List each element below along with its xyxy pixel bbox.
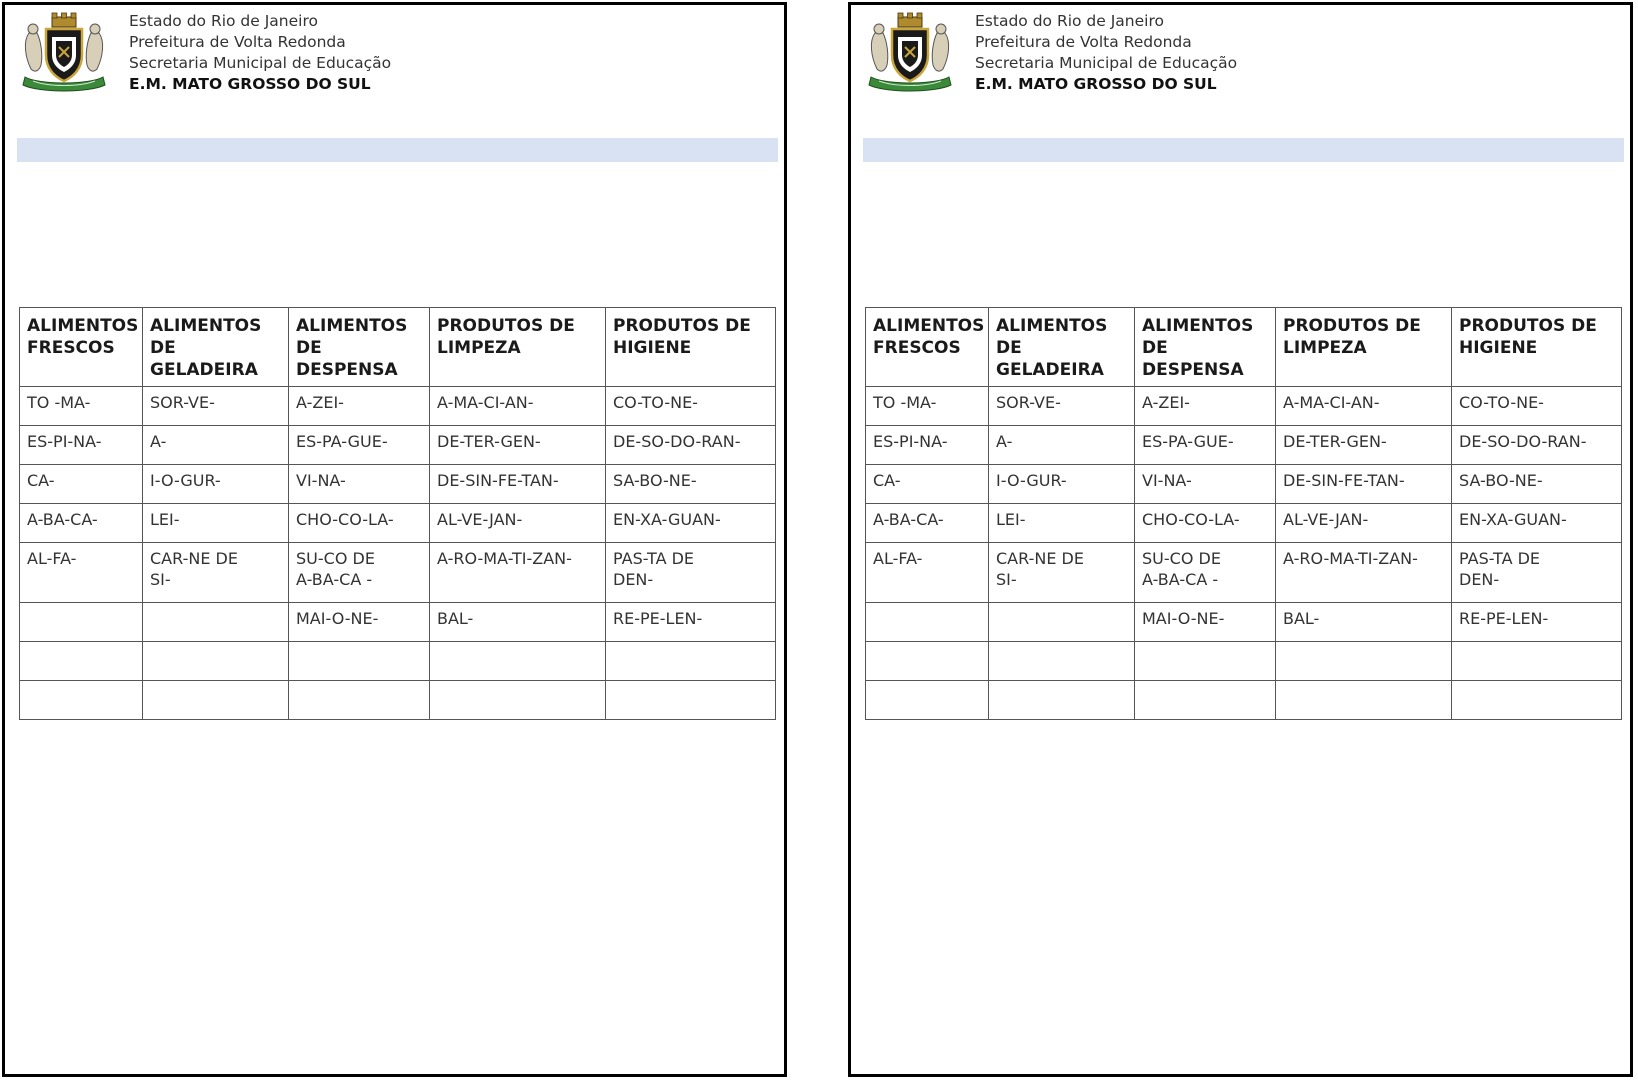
table-cell xyxy=(289,642,430,681)
table-cell: BAL- xyxy=(1276,603,1452,642)
table-cell: CAR-NE DE SI- xyxy=(143,543,289,603)
table-cell: MAI-O-NE- xyxy=(1135,603,1276,642)
table-cell: TO -MA- xyxy=(866,387,989,426)
table-cell: DE-TER-GEN- xyxy=(430,426,606,465)
table-row xyxy=(866,387,1622,426)
table-cell: VI-NA- xyxy=(1135,465,1276,504)
table-cell: CAR-NE DE SI- xyxy=(989,543,1135,603)
table-row xyxy=(20,642,776,681)
table-cell xyxy=(20,642,143,681)
table-cell: ES-PA-GUE- xyxy=(289,426,430,465)
table-header-row xyxy=(20,308,776,387)
worksheet-page-right xyxy=(848,2,1633,1077)
table-cell xyxy=(1452,642,1622,681)
header-secretariat: Secretaria Municipal de Educação xyxy=(975,54,1238,72)
table-cell xyxy=(1276,681,1452,720)
institution-header xyxy=(129,11,391,95)
table-cell: A-BA-CA- xyxy=(20,504,143,543)
column-header-pantry-food: ALIMENTOS DE DESPENSA xyxy=(289,308,430,387)
table-cell xyxy=(1135,681,1276,720)
column-header-fresh-food: ALIMENTOS FRESCOS xyxy=(20,308,143,387)
table-cell: SU-CO DE A-BA-CA - xyxy=(1135,543,1276,603)
table-cell xyxy=(989,642,1135,681)
table-cell: CHO-CO-LA- xyxy=(1135,504,1276,543)
table-cell: EN-XA-GUAN- xyxy=(1452,504,1622,543)
table-cell xyxy=(606,681,776,720)
table-cell: RE-PE-LEN- xyxy=(606,603,776,642)
table-row xyxy=(866,426,1622,465)
table-cell xyxy=(1452,681,1622,720)
column-header-cleaning-products: PRODUTOS DE LIMPEZA xyxy=(1276,308,1452,387)
table-cell: A-MA-CI-AN- xyxy=(1276,387,1452,426)
table-cell: A-BA-CA- xyxy=(866,504,989,543)
table-cell: SOR-VE- xyxy=(143,387,289,426)
column-header-pantry-food: ALIMENTOS DE DESPENSA xyxy=(1135,308,1276,387)
table-cell: ES-PA-GUE- xyxy=(1135,426,1276,465)
table-row xyxy=(20,603,776,642)
table-row xyxy=(20,504,776,543)
table-cell: A-ZEI- xyxy=(289,387,430,426)
table-header-row xyxy=(866,308,1622,387)
municipal-crest-logo xyxy=(19,11,109,95)
table-cell: LEI- xyxy=(143,504,289,543)
table-cell: VI-NA- xyxy=(289,465,430,504)
table-row xyxy=(866,681,1622,720)
table-cell xyxy=(866,603,989,642)
header-secretariat: Secretaria Municipal de Educação xyxy=(129,54,392,72)
municipal-crest-logo xyxy=(865,11,955,95)
table-row xyxy=(20,543,776,603)
table-cell: SA-BO-NE- xyxy=(1452,465,1622,504)
institution-header xyxy=(975,11,1237,95)
table-cell xyxy=(606,642,776,681)
table-cell: LEI- xyxy=(989,504,1135,543)
table-cell: SA-BO-NE- xyxy=(606,465,776,504)
table-cell: I-O-GUR- xyxy=(989,465,1135,504)
table-cell: ES-PI-NA- xyxy=(866,426,989,465)
table-cell xyxy=(20,681,143,720)
table-row xyxy=(20,465,776,504)
table-cell: A- xyxy=(143,426,289,465)
categories-table xyxy=(865,307,1622,720)
table-cell xyxy=(143,603,289,642)
column-header-cleaning-products: PRODUTOS DE LIMPEZA xyxy=(430,308,606,387)
table-cell: SU-CO DE A-BA-CA - xyxy=(289,543,430,603)
table-row xyxy=(866,543,1622,603)
table-cell xyxy=(989,603,1135,642)
column-header-hygiene-products: PRODUTOS DE HIGIENE xyxy=(606,308,776,387)
table-cell: EN-XA-GUAN- xyxy=(606,504,776,543)
table-cell: AL-VE-JAN- xyxy=(430,504,606,543)
column-header-fridge-food: ALIMENTOS DE GELADEIRA xyxy=(143,308,289,387)
table-cell: PAS-TA DE DEN- xyxy=(606,543,776,603)
name-band xyxy=(17,138,778,162)
header-school-name: E.M. MATO GROSSO DO SUL xyxy=(129,75,371,93)
table-cell: AL-FA- xyxy=(20,543,143,603)
table-cell xyxy=(989,681,1135,720)
worksheet-page-left xyxy=(2,2,787,1077)
header-prefecture: Prefeitura de Volta Redonda xyxy=(975,33,1192,51)
table-cell: DE-TER-GEN- xyxy=(1276,426,1452,465)
table-cell xyxy=(430,681,606,720)
table-cell: BAL- xyxy=(430,603,606,642)
table-cell: RE-PE-LEN- xyxy=(1452,603,1622,642)
table-cell: MAI-O-NE- xyxy=(289,603,430,642)
table-cell xyxy=(143,681,289,720)
column-header-fresh-food: ALIMENTOS FRESCOS xyxy=(866,308,989,387)
table-cell xyxy=(143,642,289,681)
header-prefecture: Prefeitura de Volta Redonda xyxy=(129,33,346,51)
table-cell: A-RO-MA-TI-ZAN- xyxy=(1276,543,1452,603)
table-row xyxy=(20,387,776,426)
name-band xyxy=(863,138,1624,162)
table-cell: AL-VE-JAN- xyxy=(1276,504,1452,543)
header-state: Estado do Rio de Janeiro xyxy=(129,12,318,30)
table-cell: CA- xyxy=(866,465,989,504)
table-cell: DE-SO-DO-RAN- xyxy=(606,426,776,465)
table-cell: CO-TO-NE- xyxy=(1452,387,1622,426)
table-cell: A-ZEI- xyxy=(1135,387,1276,426)
table-cell xyxy=(866,681,989,720)
table-row xyxy=(866,603,1622,642)
table-cell: SOR-VE- xyxy=(989,387,1135,426)
table-cell: A- xyxy=(989,426,1135,465)
table-row xyxy=(866,504,1622,543)
table-cell: TO -MA- xyxy=(20,387,143,426)
table-row xyxy=(20,681,776,720)
table-cell xyxy=(1276,642,1452,681)
table-cell xyxy=(289,681,430,720)
table-cell: CO-TO-NE- xyxy=(606,387,776,426)
table-cell xyxy=(430,642,606,681)
table-row xyxy=(866,642,1622,681)
table-row xyxy=(866,465,1622,504)
table-cell: DE-SIN-FE-TAN- xyxy=(1276,465,1452,504)
table-cell xyxy=(20,603,143,642)
table-cell: DE-SO-DO-RAN- xyxy=(1452,426,1622,465)
table-cell: ES-PI-NA- xyxy=(20,426,143,465)
table-cell: A-MA-CI-AN- xyxy=(430,387,606,426)
table-cell: A-RO-MA-TI-ZAN- xyxy=(430,543,606,603)
column-header-fridge-food: ALIMENTOS DE GELADEIRA xyxy=(989,308,1135,387)
column-header-hygiene-products: PRODUTOS DE HIGIENE xyxy=(1452,308,1622,387)
table-cell: DE-SIN-FE-TAN- xyxy=(430,465,606,504)
header-school-name: E.M. MATO GROSSO DO SUL xyxy=(975,75,1217,93)
table-cell: I-O-GUR- xyxy=(143,465,289,504)
table-cell: AL-FA- xyxy=(866,543,989,603)
header-state: Estado do Rio de Janeiro xyxy=(975,12,1164,30)
table-cell xyxy=(866,642,989,681)
table-cell: CA- xyxy=(20,465,143,504)
table-cell: CHO-CO-LA- xyxy=(289,504,430,543)
categories-table xyxy=(19,307,776,720)
table-row xyxy=(20,426,776,465)
table-cell xyxy=(1135,642,1276,681)
table-cell: PAS-TA DE DEN- xyxy=(1452,543,1622,603)
